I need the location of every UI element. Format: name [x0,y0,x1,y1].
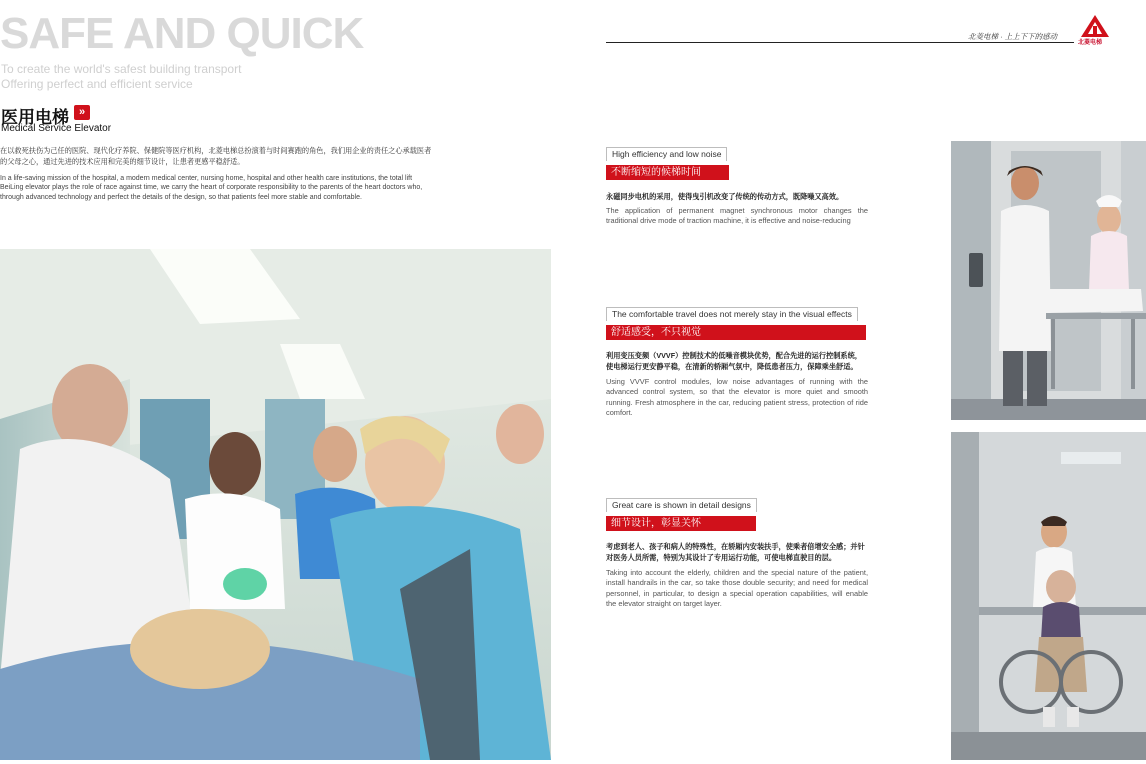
intro-text-en: In a life-saving mission of the hospital, a modern medical center, nursing home, hospital and other health care institutions, the total lift BeiLing elevator plays the role of race against time, we carry the heart of corporate responsibility to the parents of the heart doctors who, through advanced technology and perfect the details of the design, so that patients feel more stable and comfortable. [0,175,423,201]
feature-tag-en: The comfortable travel does not merely stay in the visual effects [606,307,858,321]
feature-tag-en: High efficiency and low noise [606,147,727,161]
feature-text-zh: 利用变压变频（VVVF）控制技术的低噪音模块优势，配合先进的运行控制系统，使电梯运行更安静平稳，在清新的轿厢气氛中，降低患者压力，保障乘坐舒适。 [606,351,862,371]
feature-text-zh: 考虑到老人、孩子和病人的特殊性，在轿厢内安装扶手，使乘者倍增安全感；并针对医务人员所需，特别为其设计了专用运行功能，可使电梯直驶目的层。 [606,542,865,562]
brand-tagline: 北菱电梯 · 上上下下的感动 [968,32,1058,41]
feature-text-zh: 永磁同步电机的采用，使得曳引机改变了传统的传动方式，既降噪又高效。 [606,192,844,201]
hero-title: SAFE AND QUICK [0,9,364,58]
feature-tag-zh: 不断缩短的候梯时间 [606,165,729,180]
header-rule [606,42,1074,43]
intro-text-zh: 在以救死扶伤为己任的医院、现代化疗养院、保健院等医疗机构，北菱电梯总扮演着与时间赛跑的角色，我们用企业的责任之心承载医者的父母之心，通过先进的技术应用和完美的细节设计，让患者更感平稳舒适。 [0,146,432,166]
section-title-zh: 医用电梯 [1,108,69,127]
hospital-team-photo [0,249,551,760]
feature-block-care [606,495,868,609]
section-title-en: Medical Service Elevator [1,123,112,134]
doctor-nurse-stretcher-photo [951,141,1146,420]
feature-block-comfort [606,304,868,418]
feature-block-efficiency [606,144,868,226]
feature-text-en: Taking into account the elderly, children and the special nature of the patient, install handrails in the car, so take those double security; and need for medical personnel, in particular, to design a special operation capabilities, will enable the elevator straight on target layer. [606,568,868,608]
feature-text-en: The application of permanent magnet synchronous motor changes the traditional drive mode of traction machine, it is effective and noise-reducing [606,205,868,225]
feature-text-en: Using VVVF control modules, low noise advantages of running with the advanced control system, so that the elevator is more quiet and smooth running. Fresh atmosphere in the car, reducing patient stress, protection of ride comfort. [606,377,868,417]
feature-tag-en: Great care is shown in detail designs [606,498,757,512]
hero-subtitle-line2: Offering perfect and efficient service [1,77,193,91]
brand-logo-text: 北菱电梯 [1078,40,1103,46]
feature-tag-zh: 细节设计，彰显关怀 [606,516,756,531]
wheelchair-elevator-photo [951,432,1146,760]
hero-subtitle-line1: To create the world's safest building transport [1,62,242,76]
double-chevron-icon: » [74,105,90,120]
feature-tag-zh: 舒适感受，不只视觉 [606,325,866,340]
